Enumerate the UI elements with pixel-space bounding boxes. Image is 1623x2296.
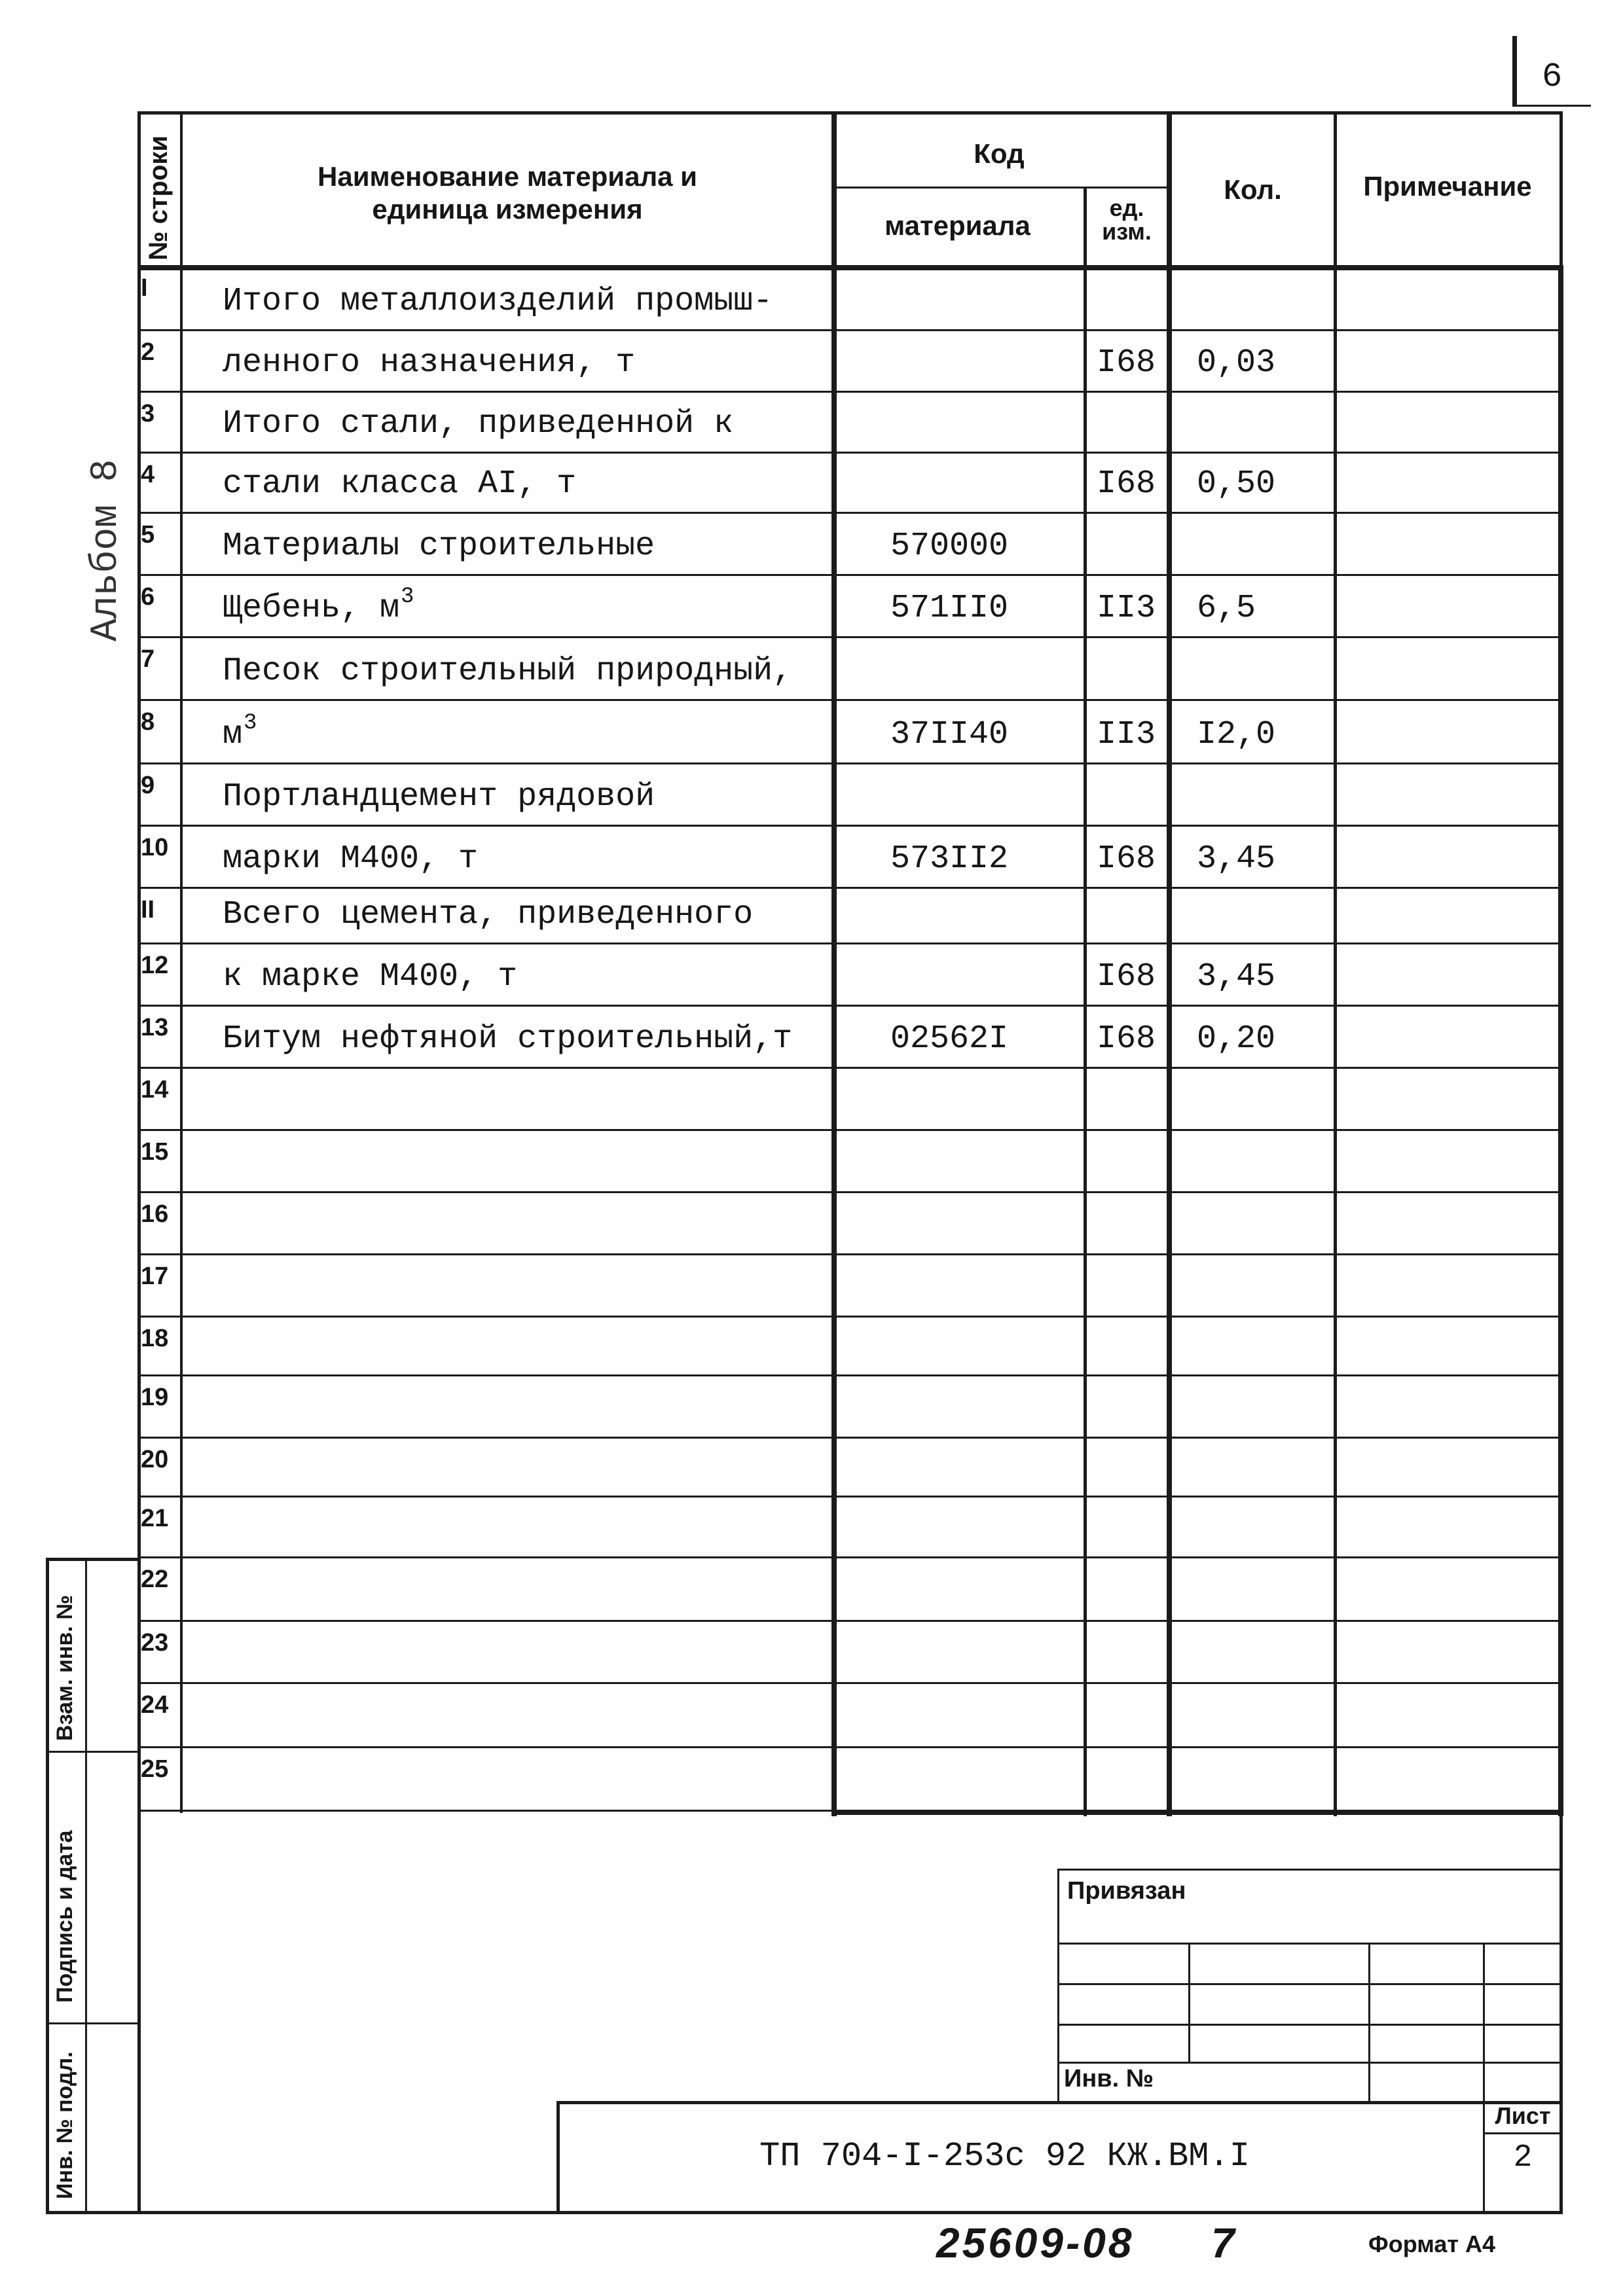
row-quantity: 6,5 [1197, 590, 1256, 627]
copy-number: 7 [1211, 2219, 1235, 2267]
row-separator [137, 1620, 1559, 1622]
name-col-line [831, 111, 837, 1816]
row-quantity: I2,0 [1197, 716, 1276, 753]
row-separator [137, 512, 1559, 514]
stamp-line-1 [1057, 1943, 1561, 1945]
code-sub-line [831, 187, 1169, 188]
row-separator [137, 1316, 1559, 1318]
row-separator [137, 636, 1559, 638]
row-number: 23 [141, 1629, 169, 1657]
row-quantity: 3,45 [1197, 958, 1276, 996]
row-separator [137, 1746, 1559, 1748]
row-separator [137, 1556, 1559, 1558]
row-number: 24 [141, 1691, 169, 1719]
row-name: Щебень, м [223, 590, 400, 627]
row-separator [137, 391, 1559, 393]
row-number: 7 [141, 645, 155, 673]
row-material-code: 570000 [890, 528, 1009, 565]
header-name: Наименование материала и единица измерения [318, 161, 697, 224]
row-quantity: 0,03 [1197, 344, 1276, 382]
privyazan-top [1057, 1869, 1561, 1871]
row-unit-code: I68 [1097, 1020, 1156, 1058]
row-number: 10 [141, 834, 169, 861]
row-name: Материалы строительные [223, 528, 655, 565]
row-number: 18 [141, 1325, 169, 1352]
side-vzam-inv: Взам. инв. № [52, 1594, 77, 1741]
row-number: 2 [141, 338, 155, 366]
row-separator [137, 1374, 1559, 1376]
note-col-right [1558, 265, 1563, 1816]
row-number: 17 [141, 1263, 169, 1290]
row-unit-code: I68 [1097, 958, 1156, 996]
row-unit-code: I68 [1097, 465, 1156, 503]
row-separator [137, 1437, 1559, 1439]
row-name: стали класса AI, т [223, 465, 577, 503]
side-stamp-sep1 [46, 1751, 139, 1753]
row-quantity: 0,20 [1197, 1020, 1276, 1058]
row-number: 12 [141, 952, 169, 979]
row-number: II [141, 896, 155, 924]
side-inv-podl: Инв. № подл. [52, 2051, 77, 2199]
row-number: I [141, 274, 148, 302]
album-label: Альбом 8 [85, 459, 128, 641]
row-material-code: 573II2 [890, 840, 1009, 878]
row-number: 22 [141, 1566, 169, 1593]
side-podpis-data: Подпись и дата [52, 1830, 77, 2003]
row-name: Портландцемент рядовой [223, 778, 655, 816]
row-separator [137, 1191, 1559, 1193]
doc-code: ТП 704-I-253с 92 КЖ.ВМ.I [759, 2137, 1250, 2176]
header-qty: Кол. [1224, 174, 1282, 205]
corner-mark-line [1512, 105, 1591, 107]
stamp-line-4 [1057, 2062, 1561, 2064]
row-unit-code: I68 [1097, 840, 1156, 878]
frame-bottom [46, 2211, 1563, 2214]
side-stamp-sep2 [46, 2022, 139, 2024]
header-code: Код [974, 138, 1025, 169]
doc-block-left [556, 2101, 560, 2212]
row-separator [137, 1253, 1559, 1255]
table-bottom-line [831, 1810, 1563, 1815]
row-number: 9 [141, 772, 155, 799]
row-separator [137, 1129, 1559, 1131]
row-name: ленного назначения, т [223, 344, 636, 382]
row-number: 3 [141, 400, 155, 427]
stamp-line-2 [1057, 1983, 1561, 1985]
row-separator [137, 699, 1559, 701]
header-code-unit: ед. изм. [1102, 194, 1152, 245]
row-quantity: 3,45 [1197, 840, 1276, 878]
row-unit-code: I68 [1097, 344, 1156, 382]
row-number: 16 [141, 1200, 169, 1228]
privyazan-label: Привязан [1067, 1877, 1186, 1905]
row-separator [137, 825, 1559, 827]
row-material-code: 37II40 [890, 716, 1009, 753]
row-separator [137, 329, 1559, 331]
row-number: 19 [141, 1384, 169, 1411]
unit-superscript: 3 [244, 711, 257, 736]
stamp-vline-1 [1188, 1943, 1190, 2062]
row-material-code: 02562I [890, 1020, 1009, 1058]
header-row-no: № строки [144, 135, 173, 260]
row-separator [137, 1067, 1559, 1069]
row-name: Всего цемента, приведенного [223, 896, 754, 933]
row-quantity: 0,50 [1197, 465, 1276, 503]
corner-mark [1512, 36, 1517, 105]
row-number: 21 [141, 1505, 169, 1532]
doc-block-top [556, 2101, 1561, 2104]
row-separator [137, 1005, 1559, 1007]
row-name: м [223, 716, 243, 753]
row-separator [137, 574, 1559, 576]
sheet-label: Лист [1495, 2102, 1551, 2129]
corner-page-number: 6 [1542, 58, 1563, 96]
row-number: 13 [141, 1014, 169, 1041]
stamp-line-3 [1057, 2024, 1561, 2026]
row-name: Итого металлоизделий промыш- [223, 283, 773, 320]
frame-top [137, 111, 1563, 115]
row-separator [137, 1496, 1559, 1498]
sheet-number: 2 [1513, 2140, 1533, 2176]
row-name: Песок строительный природный, [223, 653, 793, 690]
row-unit-code: II3 [1097, 590, 1156, 627]
stamp-vline-3 [1483, 1943, 1485, 2211]
row-number: 25 [141, 1755, 169, 1783]
row-number: 14 [141, 1076, 169, 1103]
row-separator [137, 762, 1559, 764]
format-label: Формат А4 [1368, 2231, 1496, 2257]
row-number: 6 [141, 583, 155, 611]
row-name: к марке М400, т [223, 958, 518, 996]
row-name: Итого стали, приведенной к [223, 405, 734, 442]
row-separator [137, 1682, 1559, 1684]
unit-superscript: 3 [401, 584, 414, 609]
side-stamp-top [46, 1558, 139, 1561]
row-number: 15 [141, 1138, 169, 1166]
row-unit-code: II3 [1097, 716, 1156, 753]
unit-col-line [1167, 111, 1172, 1816]
header-code-material: материала [884, 210, 1030, 241]
header-bottom-line [137, 265, 1563, 270]
row-name: Битум нефтяной строительный,т [223, 1020, 793, 1058]
row-separator [137, 887, 1559, 889]
sheet-label-line [1483, 2132, 1561, 2134]
row-number: 5 [141, 521, 155, 548]
side-stamp-mid [85, 1558, 87, 2212]
table-bottom-thin [137, 1810, 835, 1812]
header-note: Примечание [1363, 171, 1532, 202]
archive-number: 25609-08 [936, 2219, 1135, 2267]
row-name: марки М400, т [223, 840, 479, 878]
row-separator [137, 942, 1559, 944]
qty-col-line [1334, 111, 1337, 1816]
stamp-vline-2 [1368, 1943, 1370, 2101]
inv-no-label: Инв. № [1064, 2065, 1154, 2092]
row-number: 4 [141, 461, 155, 488]
row-material-code: 571II0 [890, 590, 1009, 627]
row-number: 20 [141, 1446, 169, 1473]
side-stamp-left [46, 1558, 49, 2212]
row-separator [137, 452, 1559, 454]
row-number: 8 [141, 708, 155, 736]
code-unit-col-line [1084, 187, 1087, 1816]
